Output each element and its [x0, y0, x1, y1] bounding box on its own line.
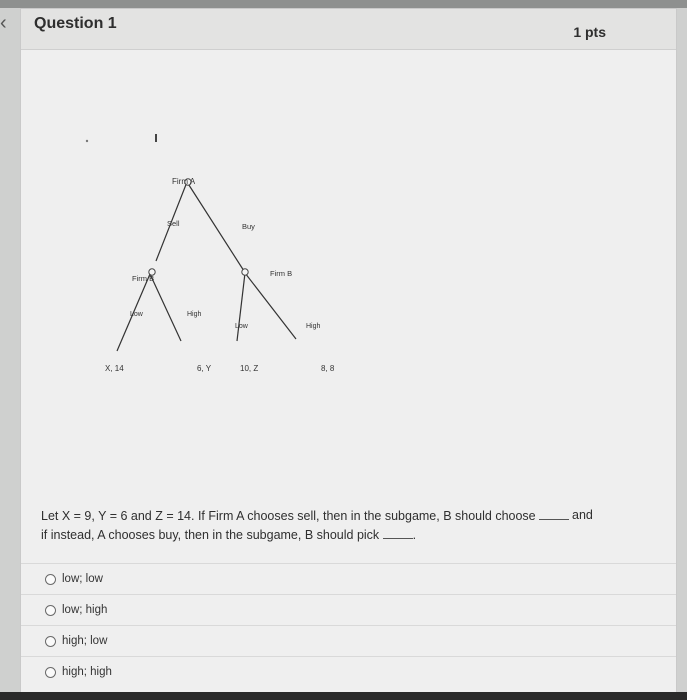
option-label: low; high: [62, 604, 108, 616]
answer-options: [21, 563, 676, 687]
label-left-low: Low: [130, 311, 143, 318]
radio-button[interactable]: [45, 605, 56, 616]
option-label: high; low: [62, 635, 108, 647]
question-title: Question 1: [34, 15, 117, 32]
radio-button[interactable]: [45, 574, 56, 585]
payoff-4: 8, 8: [321, 364, 335, 373]
label-right-high: High: [306, 323, 321, 330]
question-and: and: [572, 508, 593, 522]
option-label: low; low: [62, 573, 103, 585]
bottom-bar: [0, 692, 687, 700]
label-sell: Sell: [167, 219, 180, 228]
question-text: Let X = 9, Y = 6 and Z = 14. If Firm A chooses sell, then in the subgame, B should choose if instead, A chooses buy, then in the subgame, B should pick .: [41, 507, 601, 545]
edge-right-high: [245, 273, 296, 339]
question-header: [21, 9, 676, 50]
payoff-3: 10, Z: [240, 364, 259, 373]
option-low-high[interactable]: [21, 594, 676, 625]
question-line-1: Let X = 9, Y = 6 and Z = 14. If Firm A chooses sell, then in the subgame, B should choose: [41, 509, 536, 523]
blank-1: [539, 508, 569, 520]
label-firm-a: Firm A: [172, 177, 196, 186]
option-low-low[interactable]: [21, 563, 676, 594]
option-high-high[interactable]: [21, 656, 676, 687]
label-left-high: High: [187, 311, 202, 318]
option-high-low[interactable]: [21, 625, 676, 656]
edge-right-low: [237, 273, 245, 341]
label-firm-b-right: Firm B: [270, 269, 293, 278]
question-card: [20, 8, 677, 694]
question-line-2: if instead, A chooses buy, then in the subgame, B should pick: [41, 528, 380, 542]
option-label: high; high: [62, 666, 112, 678]
blank-2: [383, 527, 413, 539]
browser-top-strip: [0, 0, 687, 8]
question-points: 1 pts: [573, 24, 606, 40]
node-firm-b-right: [242, 269, 248, 275]
stray-mark: [86, 140, 88, 142]
edge-left-high: [150, 274, 181, 341]
radio-button[interactable]: [45, 636, 56, 647]
payoff-1: X, 14: [105, 364, 124, 373]
payoff-2: 6, Y: [197, 364, 212, 373]
back-arrow-icon[interactable]: ‹: [0, 12, 7, 34]
label-right-low: Low: [235, 323, 248, 330]
stray-mark: [155, 134, 157, 142]
game-tree-diagram: [81, 119, 411, 399]
radio-button[interactable]: [45, 667, 56, 678]
label-buy: Buy: [242, 222, 255, 231]
edge-buy: [187, 182, 244, 271]
label-firm-b-left: Firm B: [132, 274, 155, 283]
